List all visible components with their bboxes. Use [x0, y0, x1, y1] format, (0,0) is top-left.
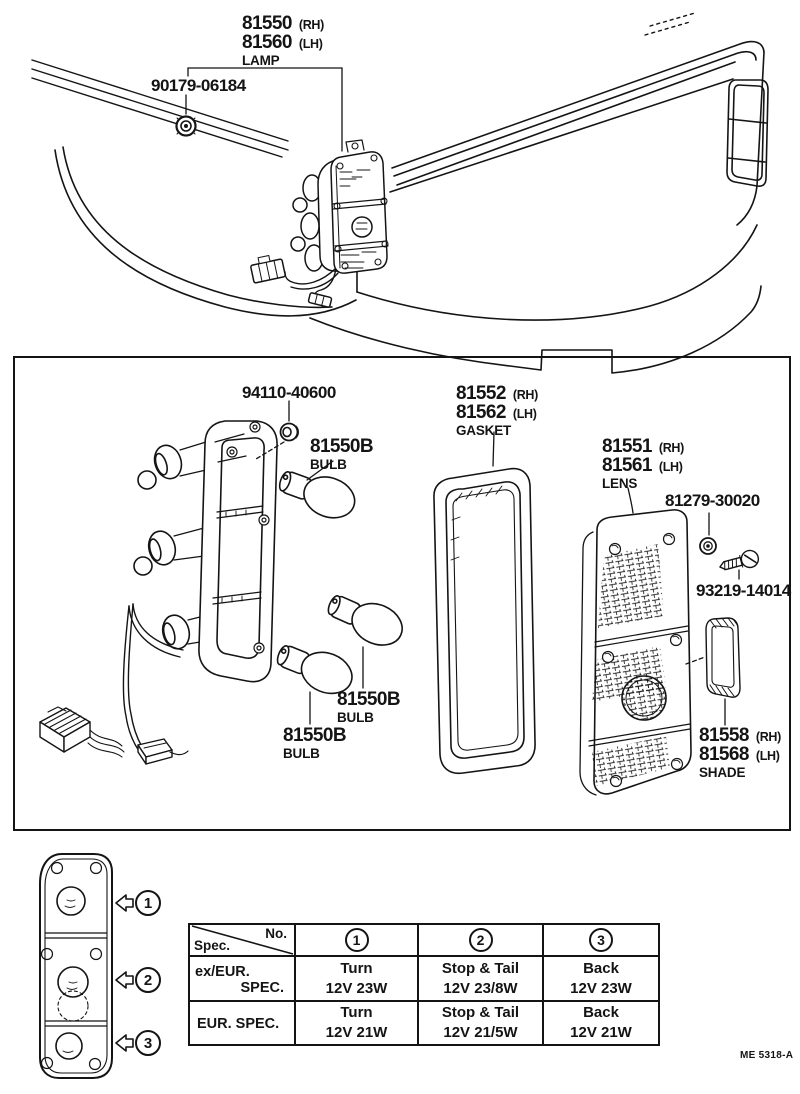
label-lens: 81551 (RH) 81561 (LH) LENS	[602, 436, 685, 491]
label-bulb-right: 81550B BULB	[337, 689, 400, 725]
lamp-rear-view-art	[40, 854, 112, 1078]
table-cell: Turn 12V 23W	[294, 955, 417, 1000]
table-cell: Turn 12V 21W	[294, 1000, 417, 1044]
callout-arrow-3-icon	[116, 1035, 133, 1051]
label-bulb-top: 81550B BULB	[310, 436, 373, 472]
row-label-ex-eur: ex/EUR. SPEC.	[190, 955, 294, 1000]
tail-lamp-assembly-art	[249, 140, 388, 308]
callout-arrow-1-icon	[116, 895, 133, 911]
label-shade: 81558 (RH) 81568 (LH) SHADE	[699, 725, 782, 780]
spec-table	[188, 923, 660, 1046]
circled-number-1: 1	[345, 928, 369, 952]
label-mount-nut: 90179-06184	[151, 76, 246, 95]
label-socket-nut: 94110-40600	[242, 383, 336, 402]
label-lamp: 81550 (RH) 81560 (LH) LAMP	[242, 13, 325, 68]
row-label-eur: EUR. SPEC.	[190, 1000, 294, 1044]
table-cell: Stop & Tail 12V 23/8W	[417, 955, 542, 1000]
table-cell: Stop & Tail 12V 21/5W	[417, 1000, 542, 1044]
col-header-3	[542, 925, 658, 955]
col-header-2	[417, 925, 542, 955]
col-header-1	[294, 925, 417, 955]
label-bulb-left: 81550B BULB	[283, 725, 346, 761]
table-cell: Back 12V 21W	[542, 1000, 658, 1044]
part-name: LAMP	[242, 53, 280, 68]
spec-table-corner-cell	[190, 925, 294, 955]
mount-nut-icon	[177, 117, 196, 136]
part-number: 81550	[242, 13, 292, 34]
figure-code: ME 5318-A	[740, 1050, 794, 1061]
callout-2: 2	[135, 967, 161, 993]
part-number: 81560	[242, 32, 292, 53]
table-cell: Back 12V 23W	[542, 955, 658, 1000]
label-gasket: 81552 (RH) 81562 (LH) GASKET	[456, 383, 539, 438]
callout-arrow-2-icon	[116, 972, 133, 988]
circled-number-2: 2	[469, 928, 493, 952]
corner-label-spec: Spec.	[194, 938, 231, 953]
circled-number-3: 3	[589, 928, 613, 952]
exploded-view-frame	[13, 356, 791, 831]
speed-lines-icon	[32, 13, 695, 157]
callout-3: 3	[135, 1030, 161, 1056]
callout-1: 1	[135, 890, 161, 916]
label-lens-screw: 93219-14014	[696, 581, 791, 600]
corner-label-no: No.	[265, 926, 287, 941]
label-lens-nut: 81279-30020	[665, 491, 760, 510]
